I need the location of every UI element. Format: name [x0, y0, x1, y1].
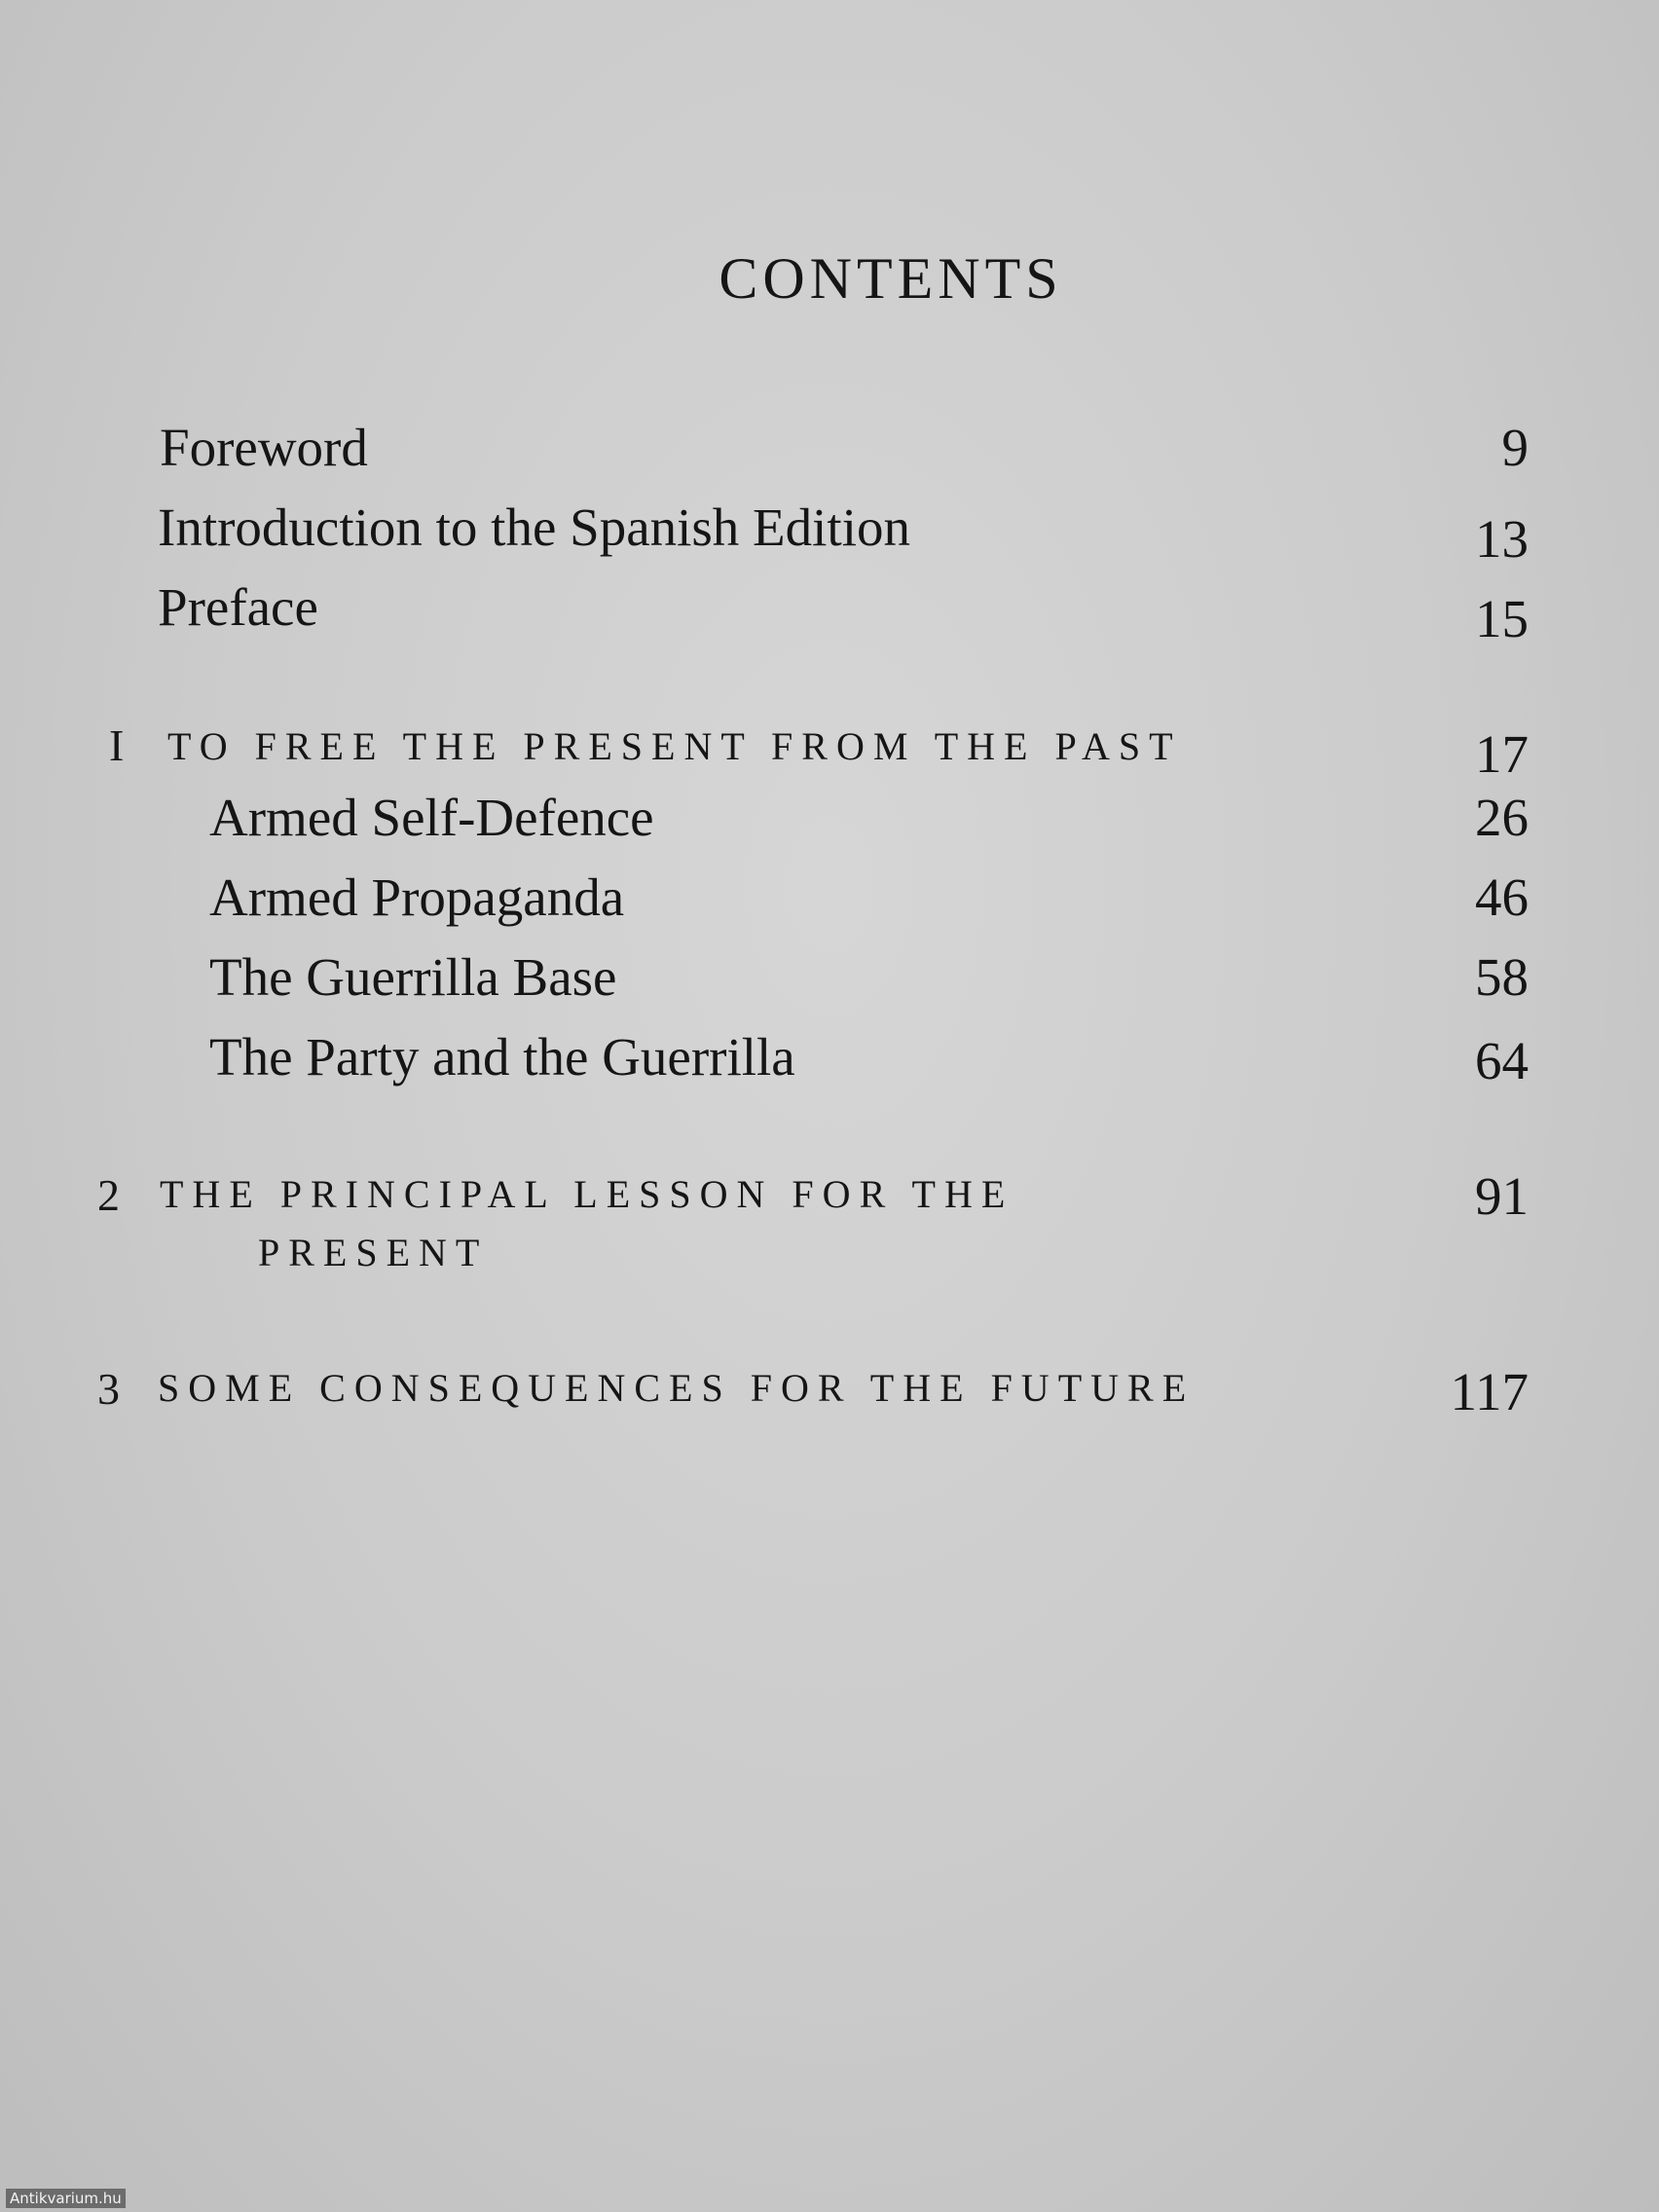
chapter-number: 2 [97, 1170, 120, 1220]
toc-page-number: 64 [1475, 1031, 1529, 1090]
toc-entry-label: Introduction to the Spanish Edition [158, 498, 910, 557]
toc-entry-label: Armed Propaganda [209, 867, 625, 927]
page-title: CONTENTS [719, 246, 1063, 311]
toc-page-number: 117 [1450, 1362, 1529, 1421]
toc-entry-foreword[interactable] [0, 417, 1659, 495]
toc-page-number: 26 [1475, 788, 1529, 847]
toc-page-number: 15 [1475, 589, 1529, 648]
toc-section-armed-self-defence[interactable] [0, 787, 1659, 865]
toc-entry-label: The Guerrilla Base [209, 947, 617, 1007]
chapter-title-line-2: PRESENT [258, 1231, 489, 1274]
toc-page-number: 58 [1475, 947, 1529, 1007]
chapter-number: 3 [97, 1364, 120, 1414]
toc-entry-label: Foreword [160, 418, 368, 477]
toc-entry-label: The Party and the Guerrilla [209, 1027, 795, 1087]
toc-section-party-and-guerrilla[interactable] [0, 1026, 1659, 1104]
toc-entry-preface[interactable] [0, 576, 1659, 654]
toc-chapter-3[interactable] [0, 1359, 1659, 1437]
chapter-title: TO FREE THE PRESENT FROM THE PAST [167, 724, 1182, 768]
toc-page-number: 17 [1475, 724, 1529, 784]
toc-section-guerrilla-base[interactable] [0, 946, 1659, 1024]
toc-page-number: 91 [1475, 1166, 1529, 1226]
chapter-number: I [109, 720, 125, 770]
toc-page-number: 46 [1475, 867, 1529, 927]
toc-chapter-2[interactable] [0, 1165, 1659, 1292]
toc-entry-introduction[interactable] [0, 497, 1659, 574]
watermark: Antikvarium.hu [6, 2189, 126, 2208]
chapter-title-line-1: THE PRINCIPAL LESSON FOR THE [160, 1172, 1014, 1216]
toc-section-armed-propaganda[interactable] [0, 866, 1659, 944]
toc-entry-label: Armed Self-Defence [209, 788, 654, 847]
chapter-title: SOME CONSEQUENCES FOR THE FUTURE [158, 1366, 1196, 1410]
toc-page-number: 13 [1475, 509, 1529, 569]
toc-entry-label: Preface [158, 577, 318, 637]
toc-page-number: 9 [1501, 418, 1529, 477]
toc-chapter-1[interactable] [0, 716, 1659, 793]
